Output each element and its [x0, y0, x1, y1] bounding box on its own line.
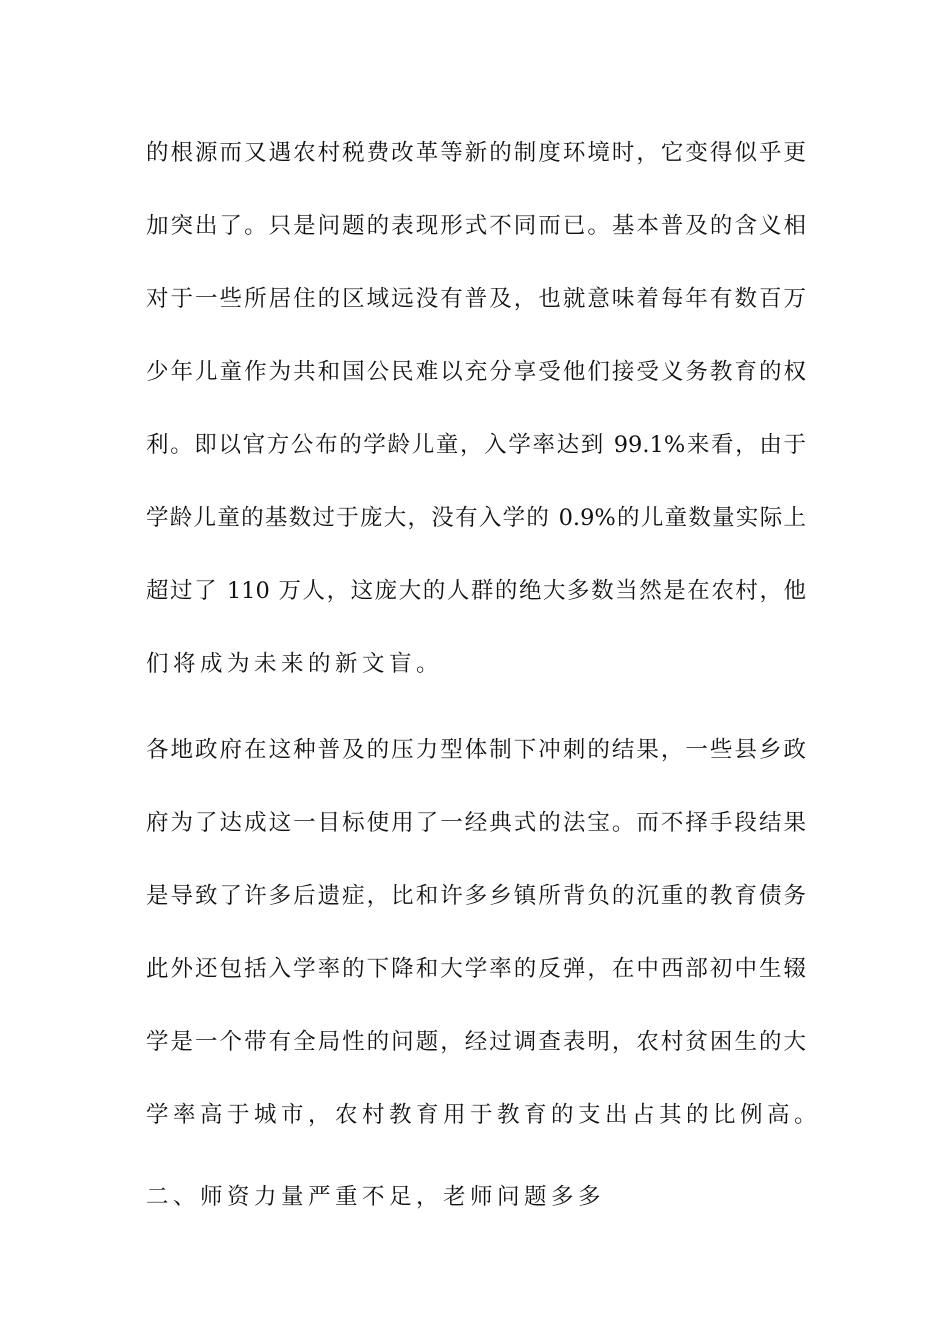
paragraph-2-line-2: 府为了达成这一目标使用了一经典式的法宝。而不择手段结果: [146, 810, 806, 836]
paragraph-2-line-1: 各地政府在这种普及的压力型体制下冲刺的结果，一些县乡政: [146, 737, 806, 763]
section-heading: 二、师资力量严重不足，老师问题多多: [146, 1184, 606, 1210]
paragraph-2-line-5: 学是一个带有全局性的问题，经过调查表明，农村贫困生的大: [146, 1029, 806, 1055]
paragraph-2-line-6: 学率高于城市，农村教育用于教育的支出占其的比例高。: [146, 1102, 822, 1128]
paragraph-1-line-5: 利。即以官方公布的学龄儿童，入学率达到 99.1%来看，由于: [146, 432, 806, 458]
paragraph-1-line-1: 的根源而又遇农村税费改革等新的制度环境时，它变得似乎更: [146, 140, 806, 166]
paragraph-1-line-4: 少年儿童作为共和国公民难以充分享受他们接受义务教育的权: [146, 359, 806, 385]
paragraph-1-line-2: 加突出了。只是问题的表现形式不同而已。基本普及的含义相: [146, 213, 806, 239]
paragraph-1-line-6: 学龄儿童的基数过于庞大，没有入学的 0.9%的儿童数量实际上: [146, 505, 806, 531]
paragraph-2-line-4: 此外还包括入学率的下降和大学率的反弹，在中西部初中生辍: [146, 956, 806, 982]
paragraph-1-line-7: 超过了 110 万人，这庞大的人群的绝大多数当然是在农村，他: [146, 578, 806, 604]
paragraph-1-line-8: 们将成为未来的新文盲。: [146, 651, 444, 677]
paragraph-2-line-3: 是导致了许多后遗症，比和许多乡镇所背负的沉重的教育债务: [146, 883, 806, 909]
paragraph-1-line-3: 对于一些所居住的区域远没有普及，也就意味着每年有数百万: [146, 286, 806, 312]
